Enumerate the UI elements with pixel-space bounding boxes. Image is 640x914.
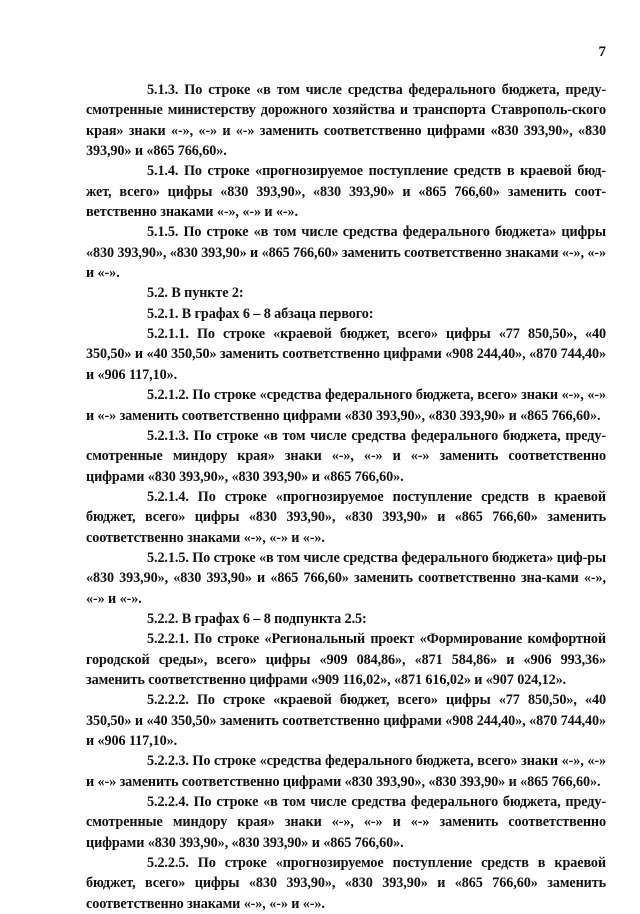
document-body (86, 80, 606, 914)
paragraph-5-2-1-2: 5.2.1.2. По строке «средства федерального бюджета, всего» знаки «-», «-» и «-» заменить соответственно цифрами «830 393,90», «830 393,90» и «865 766,60». (86, 387, 606, 424)
paragraph-5-2-1-1: 5.2.1.1. По строке «краевой бюджет, всего» цифры «77 850,50», «40 350,50» и «40 350,50» заменить соответственно цифрами «908 244,40», «870 744,40» и «906 117,10». (86, 326, 606, 383)
paragraph-5-2-1-3: 5.2.1.3. По строке «в том числе средства федерального бюджета, преду-смотренные миндору края» знаки «-», «-» и «-» заменить соответственно цифрами «830 393,90», «830 393,90» и «865 766,60». (86, 427, 606, 485)
paragraph-5-1-4: 5.1.4. По строке «прогнозируемое поступление средств в краевой бюд-жет, всего» цифры «830 393,90», «830 393,90» и «865 766,60» заменить соот-ветственно знаками «-», «-» и «-». (86, 163, 606, 221)
paragraph-5-2-1-4: 5.2.1.4. По строке «прогнозируемое поступление средств в краевой бюджет, всего» цифры «830 393,90», «830 393,90» и «865 766,60» заменить соответственно знаками «-», «-» и «-». (86, 488, 606, 546)
paragraph-5-1-3: 5.1.3. По строке «в том числе средства федерального бюджета, преду-смотренные министерству дорожного хозяйства и транспорта Ставрополь-ского края» знаки «-», «-» и «-» заменить соответственно цифрами «830 393,90», «830 393,90» и «865 766,60». (86, 82, 606, 160)
paragraph-5-2-1: 5.2.1. В графах 6 – 8 абзаца первого: (147, 305, 374, 322)
paragraph-5-2-2: 5.2.2. В графах 6 – 8 подпункта 2.5: (147, 610, 367, 627)
paragraph-5-2-1-5: 5.2.1.5. По строке «в том числе средства федерального бюджета» циф-ры «830 393,90», «830 393,90» и «865 766,60» заменить соответственно зна-ками «-», «-» и «-». (86, 549, 606, 607)
paragraph-5-2-2-1: 5.2.2.1. По строке «Региональный проект «Формирование комфортной городской среды», всего» цифры «909 084,86», «871 584,86» и «906 993,36» заменить соответственно цифрами «909 116,02», «871 616,02» и «907 024,12». (86, 631, 606, 688)
paragraph-5-2-2-4: 5.2.2.4. По строке «в том числе средства федерального бюджета, преду-смотренные миндору края» знаки «-», «-» и «-» заменить соответственно цифрами «830 393,90», «830 393,90» и «865 766,60». (86, 794, 606, 851)
paragraph-5-2-2-3: 5.2.2.3. По строке «средства федерального бюджета, всего» знаки «-», «-» и «-» заменить соответственно цифрами «830 393,90», «830 393,90» и «865 766,60». (86, 753, 606, 790)
paragraph-5-2: 5.2. В пункте 2: (147, 285, 244, 302)
paragraph-5-1-5: 5.1.5. По строке «в том числе средства федерального бюджета» цифры «830 393,90», «830 393,90» и «865 766,60» заменить соответственно знаками «-», «-» и «-». (86, 224, 606, 282)
page-number: 7 (598, 44, 606, 60)
paragraph-5-2-2-2: 5.2.2.2. По строке «краевой бюджет, всего» цифры «77 850,50», «40 350,50» и «40 350,50» заменить соответственно цифрами «908 244,40», «870 744,40» и «906 117,10». (86, 692, 606, 749)
paragraph-5-2-2-5: 5.2.2.5. По строке «прогнозируемое поступление средств в краевой бюджет, всего» цифры «830 393,90», «830 393,90» и «865 766,60» заменить соответственно знаками «-», «-» и «-». (86, 855, 606, 912)
